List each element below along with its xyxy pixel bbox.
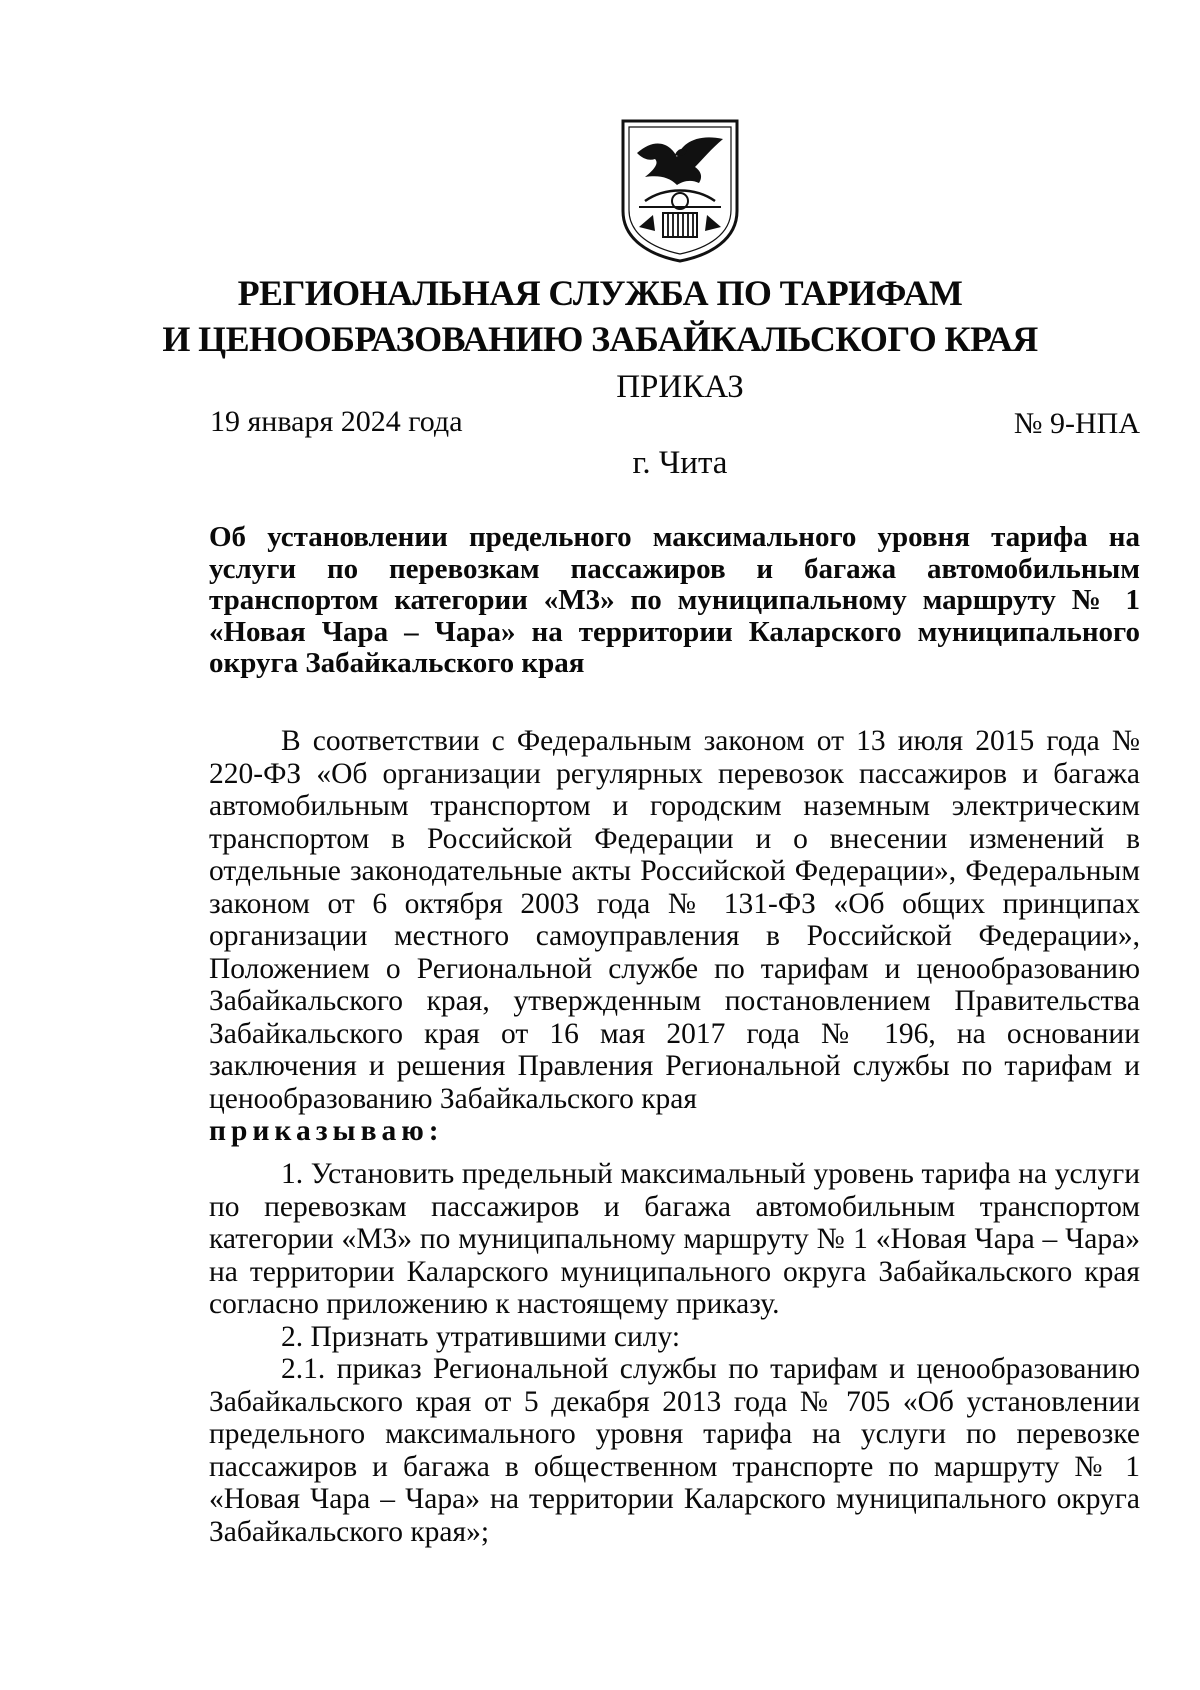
organization-title-line-1: РЕГИОНАЛЬНАЯ СЛУЖБА ПО ТАРИФАМ — [237, 273, 963, 313]
document-date: 19 января 2024 года — [210, 405, 463, 438]
preamble-text: В соответствии с Федеральным законом от 13 июля 2015 года № 220-ФЗ «Об организации регулярных перевозок пассажиров и багажа автомобильным транспортом и городским наземным электрическим транспортом в Российской Федерации и о внесении изменений в отдельные законодательные акты Российской Федерации», Федеральным законом от 6 октября 2003 года № 131-ФЗ «Об общих принципах организации местного самоуправления в Российской Федерации», Положением о Региональной службе по тарифам и ценообразованию Забайкальского края, утвержденным постановлением Правительства Забайкальского края от 16 мая 2017 года № 196, на основании заключения и решения Правления Региональной службы по тарифам и ценообразованию Забайкальского края — [209, 725, 1140, 1115]
coat-of-arms-emblem — [615, 115, 745, 265]
document-number: № 9-НПА — [1013, 407, 1140, 440]
organization-title — [100, 270, 1100, 362]
preamble-lead-in: приказываю: — [209, 1115, 444, 1147]
organization-title-line-2: И ЦЕНООБРАЗОВАНИЮ ЗАБАЙКАЛЬСКОГО КРАЯ — [162, 319, 1038, 359]
document-city: г. Чита — [632, 445, 728, 481]
order-item-2-1: 2.1. приказ Региональной службы по тарифам и ценообразованию Забайкальского края от 5 декабря 2013 года № 705 «Об установлении предельного максимального уровня тарифа на услуги по перевозке пассажиров и багажа в общественном транспорте по маршруту № 1 «Новая Чара – Чара» на территории Каларского муниципального округа Забайкальского края»; — [209, 1353, 1140, 1548]
preamble-paragraph — [209, 725, 1140, 1148]
order-items — [209, 1158, 1140, 1548]
order-item-2: 2. Признать утратившими силу: — [281, 1320, 681, 1353]
document-type: ПРИКАЗ — [616, 369, 744, 405]
order-item-1: 1. Установить предельный максимальный уровень тарифа на услуги по перевозкам пассажиров и багажа автомобильным транспортом категории «М3» по муниципальному маршруту № 1 «Новая Чара – Чара» на территории Каларского муниципального округа Забайкальского края согласно приложению к настоящему приказу. — [209, 1158, 1140, 1320]
document-subject: Об установлении предельного максимального уровня тарифа на услуги по перевозкам пассажиров и багажа автомобильным транспортом категории «М3» по муниципальному маршруту № 1 «Новая Чара – Чара» на территории Каларского муниципального округа Забайкальского края — [209, 521, 1140, 679]
